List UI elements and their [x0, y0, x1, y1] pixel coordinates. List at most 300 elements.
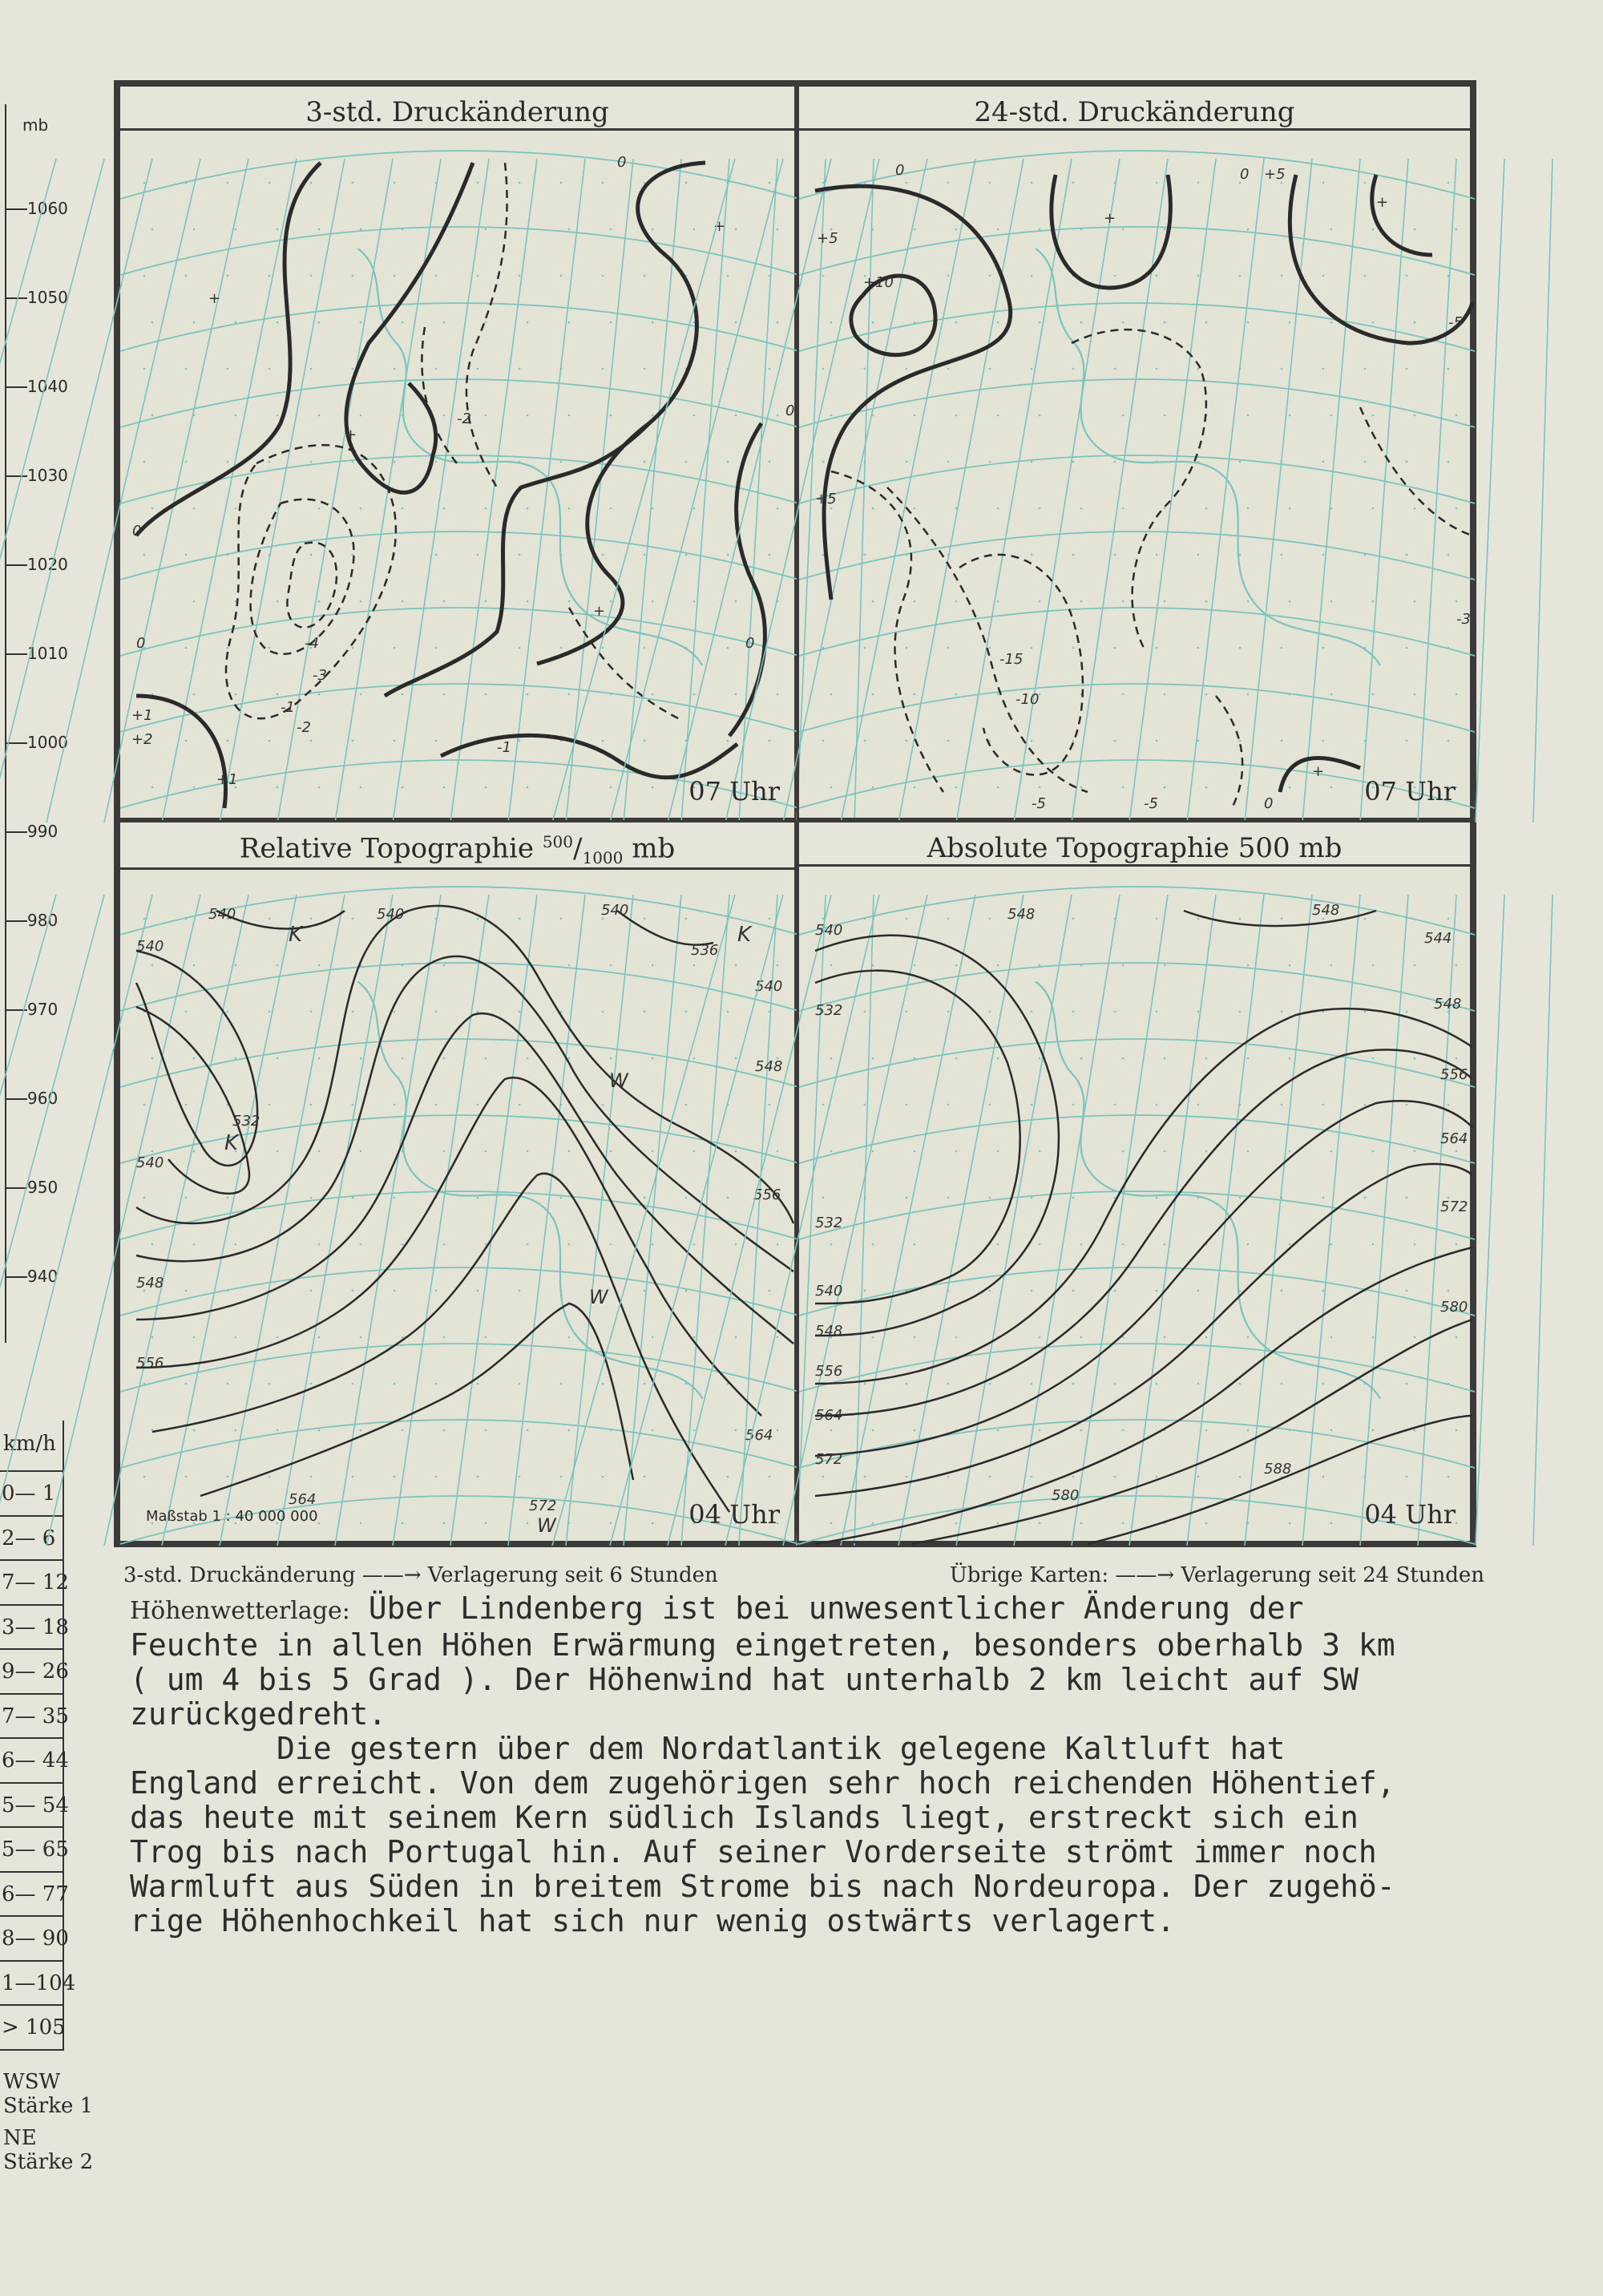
grid-dot	[1414, 1150, 1416, 1153]
grid-dot	[1281, 554, 1283, 556]
svg-text:572: 572	[815, 1451, 843, 1468]
grid-dot	[602, 275, 604, 277]
longitude-line	[783, 895, 927, 1546]
grid-dot	[1448, 1383, 1450, 1385]
latitude-line	[120, 1344, 799, 1392]
panel-title: Absolute Topographie 500 mb	[799, 823, 1470, 867]
grid-dot	[1197, 368, 1200, 370]
scale-tick	[5, 386, 27, 388]
grid-dot	[906, 1476, 908, 1478]
svg-text:+5: +5	[1264, 166, 1286, 183]
grid-dot	[485, 1522, 487, 1525]
grid-dot	[485, 414, 487, 417]
wind-table-row: 6— 44	[0, 1739, 63, 1784]
svg-text:540: 540	[815, 922, 843, 939]
longitude-line	[393, 895, 489, 1546]
grid-dot	[1039, 228, 1041, 231]
grid-dot	[527, 507, 529, 510]
grid-dot	[830, 693, 833, 696]
grid-dot	[1330, 414, 1333, 417]
grid-dot	[1031, 461, 1033, 463]
grid-dot	[193, 1429, 196, 1432]
grid-dot	[277, 693, 279, 696]
grid-dot	[1289, 693, 1291, 696]
grid-dot	[955, 1150, 958, 1153]
grid-dot	[435, 1011, 438, 1013]
grid-dot	[477, 461, 479, 463]
grid-dot	[997, 228, 999, 231]
grid-dot	[1414, 1057, 1416, 1060]
grid-dot	[477, 1383, 479, 1385]
grid-dot	[955, 1336, 958, 1339]
grid-dot	[602, 647, 604, 649]
grid-dot	[568, 964, 571, 967]
grid-dot	[1448, 554, 1450, 556]
svg-text:580: 580	[1052, 1487, 1080, 1504]
grid-dot	[352, 554, 354, 556]
grid-dot	[777, 321, 779, 324]
grid-dot	[989, 1476, 991, 1478]
grid-dot	[769, 1011, 771, 1013]
grid-dot	[1122, 1150, 1125, 1153]
grid-dot	[997, 507, 999, 510]
grid-dot	[227, 1197, 229, 1199]
grid-dot	[1205, 964, 1208, 967]
latitude-line	[120, 684, 799, 732]
grid-dot	[402, 1429, 404, 1432]
grid-dot	[1322, 1476, 1325, 1478]
grid-dot	[727, 1011, 729, 1013]
grid-dot	[185, 918, 188, 920]
svg-text:548: 548	[1007, 906, 1036, 923]
grid-dot	[227, 368, 229, 370]
grid-dot	[1322, 1383, 1325, 1385]
svg-text:K: K	[737, 923, 752, 947]
svg-text:532: 532	[232, 1113, 260, 1130]
grid-dot	[360, 1429, 362, 1432]
wind-table-row: > 105	[0, 2006, 63, 2051]
grid-dot	[822, 1476, 825, 1478]
dir-ne: NE	[3, 2126, 37, 2150]
grid-dot	[1414, 1429, 1416, 1432]
grid-dot	[1406, 1197, 1408, 1199]
grid-dot	[235, 1057, 237, 1060]
grid-dot	[914, 1336, 916, 1339]
grid-dot	[727, 647, 729, 649]
grid-dot	[685, 554, 688, 556]
grid-dot	[822, 461, 825, 463]
svg-text:K: K	[224, 1131, 239, 1155]
grid-dot	[1456, 1243, 1458, 1246]
grid-dot	[1080, 1522, 1083, 1525]
grid-dot	[1448, 647, 1450, 649]
latitude-line	[799, 1115, 1475, 1163]
grid-dot	[402, 1522, 404, 1525]
grid-dot	[1330, 1150, 1333, 1153]
grid-dot	[235, 1429, 237, 1432]
grid-dot	[269, 368, 271, 370]
grid-dot	[872, 1522, 874, 1525]
grid-dot	[1414, 321, 1416, 324]
grid-dot	[519, 1290, 521, 1292]
grid-dot	[735, 414, 737, 417]
grid-dot	[527, 228, 529, 231]
grid-dot	[906, 1197, 908, 1199]
grid-dot	[402, 507, 404, 510]
map-panel-absolute-topography	[797, 820, 1472, 1543]
svg-text:0: 0	[745, 635, 755, 652]
grid-dot	[1330, 786, 1333, 789]
grid-dot	[872, 1243, 874, 1246]
grid-dot	[610, 507, 612, 510]
grid-dot	[227, 1290, 229, 1292]
svg-text:540: 540	[815, 1283, 843, 1300]
grid-dot	[185, 740, 188, 742]
scale-tick-label: 950	[27, 1178, 59, 1197]
grid-dot	[193, 1150, 196, 1153]
longitude-line	[277, 895, 393, 1546]
grid-dot	[947, 1197, 950, 1199]
panel-title: 3-std. Druckänderung	[120, 87, 794, 131]
grid-dot	[947, 1290, 950, 1292]
grid-dot	[568, 693, 571, 696]
grid-dot	[485, 1336, 487, 1339]
grid-dot	[1330, 1336, 1333, 1339]
grid-dot	[402, 600, 404, 603]
grid-dot	[1114, 461, 1116, 463]
grid-dot	[310, 1197, 313, 1199]
grid-dot	[652, 1150, 654, 1153]
grid-dot	[1364, 647, 1367, 649]
scale-tick-label: 940	[27, 1267, 59, 1286]
grid-dot	[735, 1336, 737, 1339]
grid-dot	[769, 182, 771, 184]
grid-dot	[1448, 368, 1450, 370]
grid-dot	[269, 1104, 271, 1106]
grid-dot	[443, 507, 446, 510]
grid-dot	[1205, 1057, 1208, 1060]
grid-dot	[1239, 1197, 1242, 1199]
grid-dot	[1372, 1429, 1375, 1432]
longitude-line	[841, 895, 975, 1546]
grid-dot	[997, 1150, 999, 1153]
report-paragraph-1: Über Lindenberg ist bei unwesentlicher Änderung der Feuchte in allen Höhen Erwärmung eingetreten, besonders oberhalb 3 km ( um 4 bis 5 Grad ). Der Höhenwind hat unterhalb 2 km leicht auf SW zurückgedreht.	[130, 1591, 1395, 1732]
grid-dot	[1156, 1197, 1158, 1199]
grid-dot	[906, 182, 908, 184]
grid-dot	[560, 368, 563, 370]
svg-text:556: 556	[815, 1363, 843, 1380]
grid-dot	[435, 647, 438, 649]
grid-dot	[1072, 368, 1075, 370]
grid-dot	[872, 964, 874, 967]
grid-dot	[693, 507, 696, 510]
grid-dot	[989, 368, 991, 370]
grid-dot	[1281, 1011, 1283, 1013]
grid-dot	[947, 918, 950, 920]
grid-dot	[1414, 507, 1416, 510]
grid-dot	[318, 1336, 321, 1339]
grid-dot	[610, 228, 612, 231]
grid-dot	[1448, 1290, 1450, 1292]
wind-table-header: km/h	[0, 1421, 63, 1472]
grid-dot	[1281, 368, 1283, 370]
grid-dot	[822, 918, 825, 920]
grid-dot	[435, 1383, 438, 1385]
grid-dot	[402, 414, 404, 417]
grid-dot	[151, 1243, 154, 1246]
grid-dot	[310, 1383, 313, 1385]
grid-dot	[1322, 368, 1325, 370]
grid-dot	[277, 600, 279, 603]
grid-dot	[777, 228, 779, 231]
grid-dot	[235, 507, 237, 510]
grid-dot	[519, 554, 521, 556]
grid-dot	[1156, 1476, 1158, 1478]
grid-dot	[1039, 1336, 1041, 1339]
grid-dot	[1156, 740, 1158, 742]
grid-dot	[527, 414, 529, 417]
grid-dot	[1080, 1057, 1083, 1060]
svg-text:+5: +5	[815, 491, 837, 507]
grid-dot	[1122, 507, 1125, 510]
grid-dot	[193, 786, 196, 789]
grid-dot	[914, 1243, 916, 1246]
grid-dot	[1197, 1011, 1200, 1013]
grid-dot	[443, 1336, 446, 1339]
grid-dot	[318, 600, 321, 603]
grid-dot	[777, 1243, 779, 1246]
grid-dot	[1114, 1104, 1116, 1106]
grid-dot	[443, 414, 446, 417]
grid-dot	[568, 1243, 571, 1246]
grid-dot	[1330, 228, 1333, 231]
grid-dot	[310, 740, 313, 742]
wind-table-row: 3— 18	[0, 1606, 63, 1651]
grid-dot	[1406, 647, 1408, 649]
grid-dot	[1122, 414, 1125, 417]
grid-dot	[1281, 461, 1283, 463]
grid-dot	[989, 1383, 991, 1385]
grid-dot	[1197, 1290, 1200, 1292]
grid-dot	[1031, 182, 1033, 184]
grid-dot	[193, 1057, 196, 1060]
grid-dot	[1414, 693, 1416, 696]
grid-dot	[477, 1104, 479, 1106]
grid-dot	[602, 740, 604, 742]
grid-dot	[394, 647, 396, 649]
grid-dot	[1080, 228, 1083, 231]
longitude-line	[1476, 895, 1504, 1546]
grid-dot	[822, 554, 825, 556]
grid-dot	[685, 918, 688, 920]
grid-dot	[644, 1197, 646, 1199]
svg-text:0: 0	[1264, 795, 1274, 812]
grid-dot	[1239, 1104, 1242, 1106]
grid-dot	[1080, 1243, 1083, 1246]
grid-dot	[277, 507, 279, 510]
grid-dot	[310, 1104, 313, 1106]
latitude-line	[799, 303, 1475, 351]
svg-text:+: +	[593, 603, 606, 620]
grid-dot	[1122, 1522, 1125, 1525]
grid-dot	[394, 275, 396, 277]
grid-dot	[872, 1150, 874, 1153]
grid-dot	[1114, 275, 1116, 277]
grid-dot	[1414, 1336, 1416, 1339]
grid-dot	[1247, 507, 1250, 510]
grid-dot	[1406, 1104, 1408, 1106]
scale-tick-label: 980	[27, 911, 59, 930]
svg-text:-5: -5	[1032, 795, 1046, 812]
grid-dot	[360, 507, 362, 510]
grid-dot	[1031, 740, 1033, 742]
grid-dot	[727, 740, 729, 742]
longitude-line	[1014, 895, 1120, 1546]
grid-dot	[360, 1522, 362, 1525]
grid-dot	[955, 1057, 958, 1060]
grid-dot	[652, 600, 654, 603]
svg-text:+5: +5	[817, 230, 838, 247]
grid-dot	[1114, 554, 1116, 556]
grid-dot	[1448, 1104, 1450, 1106]
grid-dot	[652, 507, 654, 510]
longitude-line	[566, 895, 633, 1546]
grid-dot	[1322, 1197, 1325, 1199]
grid-dot	[318, 1522, 321, 1525]
grid-dot	[864, 461, 866, 463]
grid-dot	[352, 1476, 354, 1478]
grid-dot	[652, 228, 654, 231]
grid-dot	[1114, 1011, 1116, 1013]
grid-dot	[527, 1243, 529, 1246]
grid-dot	[1164, 1336, 1166, 1339]
grid-dot	[360, 414, 362, 417]
grid-dot	[1205, 1336, 1208, 1339]
grid-dot	[235, 693, 237, 696]
grid-dot	[610, 693, 612, 696]
grid-dot	[1205, 321, 1208, 324]
grid-dot	[1406, 918, 1408, 920]
grid-dot	[360, 786, 362, 789]
svg-text:540: 540	[136, 1154, 164, 1171]
svg-text:564: 564	[289, 1491, 317, 1508]
longitude-line	[162, 895, 297, 1546]
grid-dot	[443, 1243, 446, 1246]
grid-dot	[519, 461, 521, 463]
grid-dot	[568, 1522, 571, 1525]
grid-dot	[568, 228, 571, 231]
grid-dot	[485, 693, 487, 696]
grid-dot	[947, 647, 950, 649]
grid-dot	[1080, 1150, 1083, 1153]
grid-dot	[402, 693, 404, 696]
latitude-line	[799, 532, 1475, 580]
grid-dot	[1281, 740, 1283, 742]
grid-dot	[227, 461, 229, 463]
grid-dot	[435, 182, 438, 184]
longitude-line	[898, 159, 1024, 823]
svg-text:W: W	[589, 1286, 608, 1308]
grid-dot	[1039, 1522, 1041, 1525]
grid-dot	[1080, 786, 1083, 789]
grid-dot	[1364, 1197, 1367, 1199]
grid-dot	[151, 1057, 154, 1060]
grid-dot	[1364, 368, 1367, 370]
svg-text:K: K	[289, 923, 303, 947]
grid-dot	[1372, 693, 1375, 696]
map-relative-topo	[120, 823, 799, 1546]
grid-dot	[151, 1336, 154, 1339]
grid-dot	[443, 1522, 446, 1525]
grid-dot	[685, 1197, 688, 1199]
grid-dot	[443, 693, 446, 696]
grid-dot	[955, 1243, 958, 1246]
grid-dot	[769, 1383, 771, 1385]
grid-dot	[906, 740, 908, 742]
grid-dot	[1031, 1104, 1033, 1106]
grid-dot	[1205, 600, 1208, 603]
grid-dot	[1122, 693, 1125, 696]
grid-dot	[769, 1290, 771, 1292]
grid-dot	[1197, 461, 1200, 463]
grid-dot	[1039, 507, 1041, 510]
grid-dot	[864, 1476, 866, 1478]
grid-dot	[318, 228, 321, 231]
grid-dot	[864, 554, 866, 556]
grid-dot	[527, 1522, 529, 1525]
svg-text:564: 564	[815, 1407, 843, 1424]
grid-dot	[560, 1476, 563, 1478]
grid-dot	[185, 1011, 188, 1013]
grid-dot	[693, 693, 696, 696]
grid-dot	[227, 647, 229, 649]
grid-dot	[1364, 554, 1367, 556]
grid-dot	[151, 1150, 154, 1153]
grid-dot	[830, 1429, 833, 1432]
grid-dot	[769, 1104, 771, 1106]
grid-dot	[602, 1011, 604, 1013]
scale-tick	[5, 564, 27, 566]
panel-title: Relative Topographie $^{500}/_{1000}$ mb	[120, 823, 794, 870]
grid-dot	[914, 1057, 916, 1060]
grid-dot	[485, 786, 487, 789]
grid-dot	[1330, 321, 1333, 324]
grid-dot	[1456, 786, 1458, 789]
grid-dot	[1197, 647, 1200, 649]
grid-dot	[830, 414, 833, 417]
grid-dot	[769, 461, 771, 463]
grid-dot	[872, 228, 874, 231]
grid-dot	[822, 182, 825, 184]
grid-dot	[1039, 1150, 1041, 1153]
grid-dot	[914, 964, 916, 967]
grid-dot	[864, 368, 866, 370]
grid-dot	[1289, 600, 1291, 603]
grid-dot	[1364, 740, 1367, 742]
grid-dot	[269, 647, 271, 649]
longitude-line	[450, 895, 537, 1546]
grid-dot	[652, 1336, 654, 1339]
grid-dot	[185, 554, 188, 556]
grid-dot	[269, 918, 271, 920]
grid-dot	[443, 964, 446, 967]
grid-dot	[1289, 1243, 1291, 1246]
grid-dot	[644, 918, 646, 920]
grid-dot	[568, 321, 571, 324]
grid-dot	[1448, 461, 1450, 463]
grid-dot	[864, 647, 866, 649]
svg-text:548: 548	[755, 1058, 783, 1075]
